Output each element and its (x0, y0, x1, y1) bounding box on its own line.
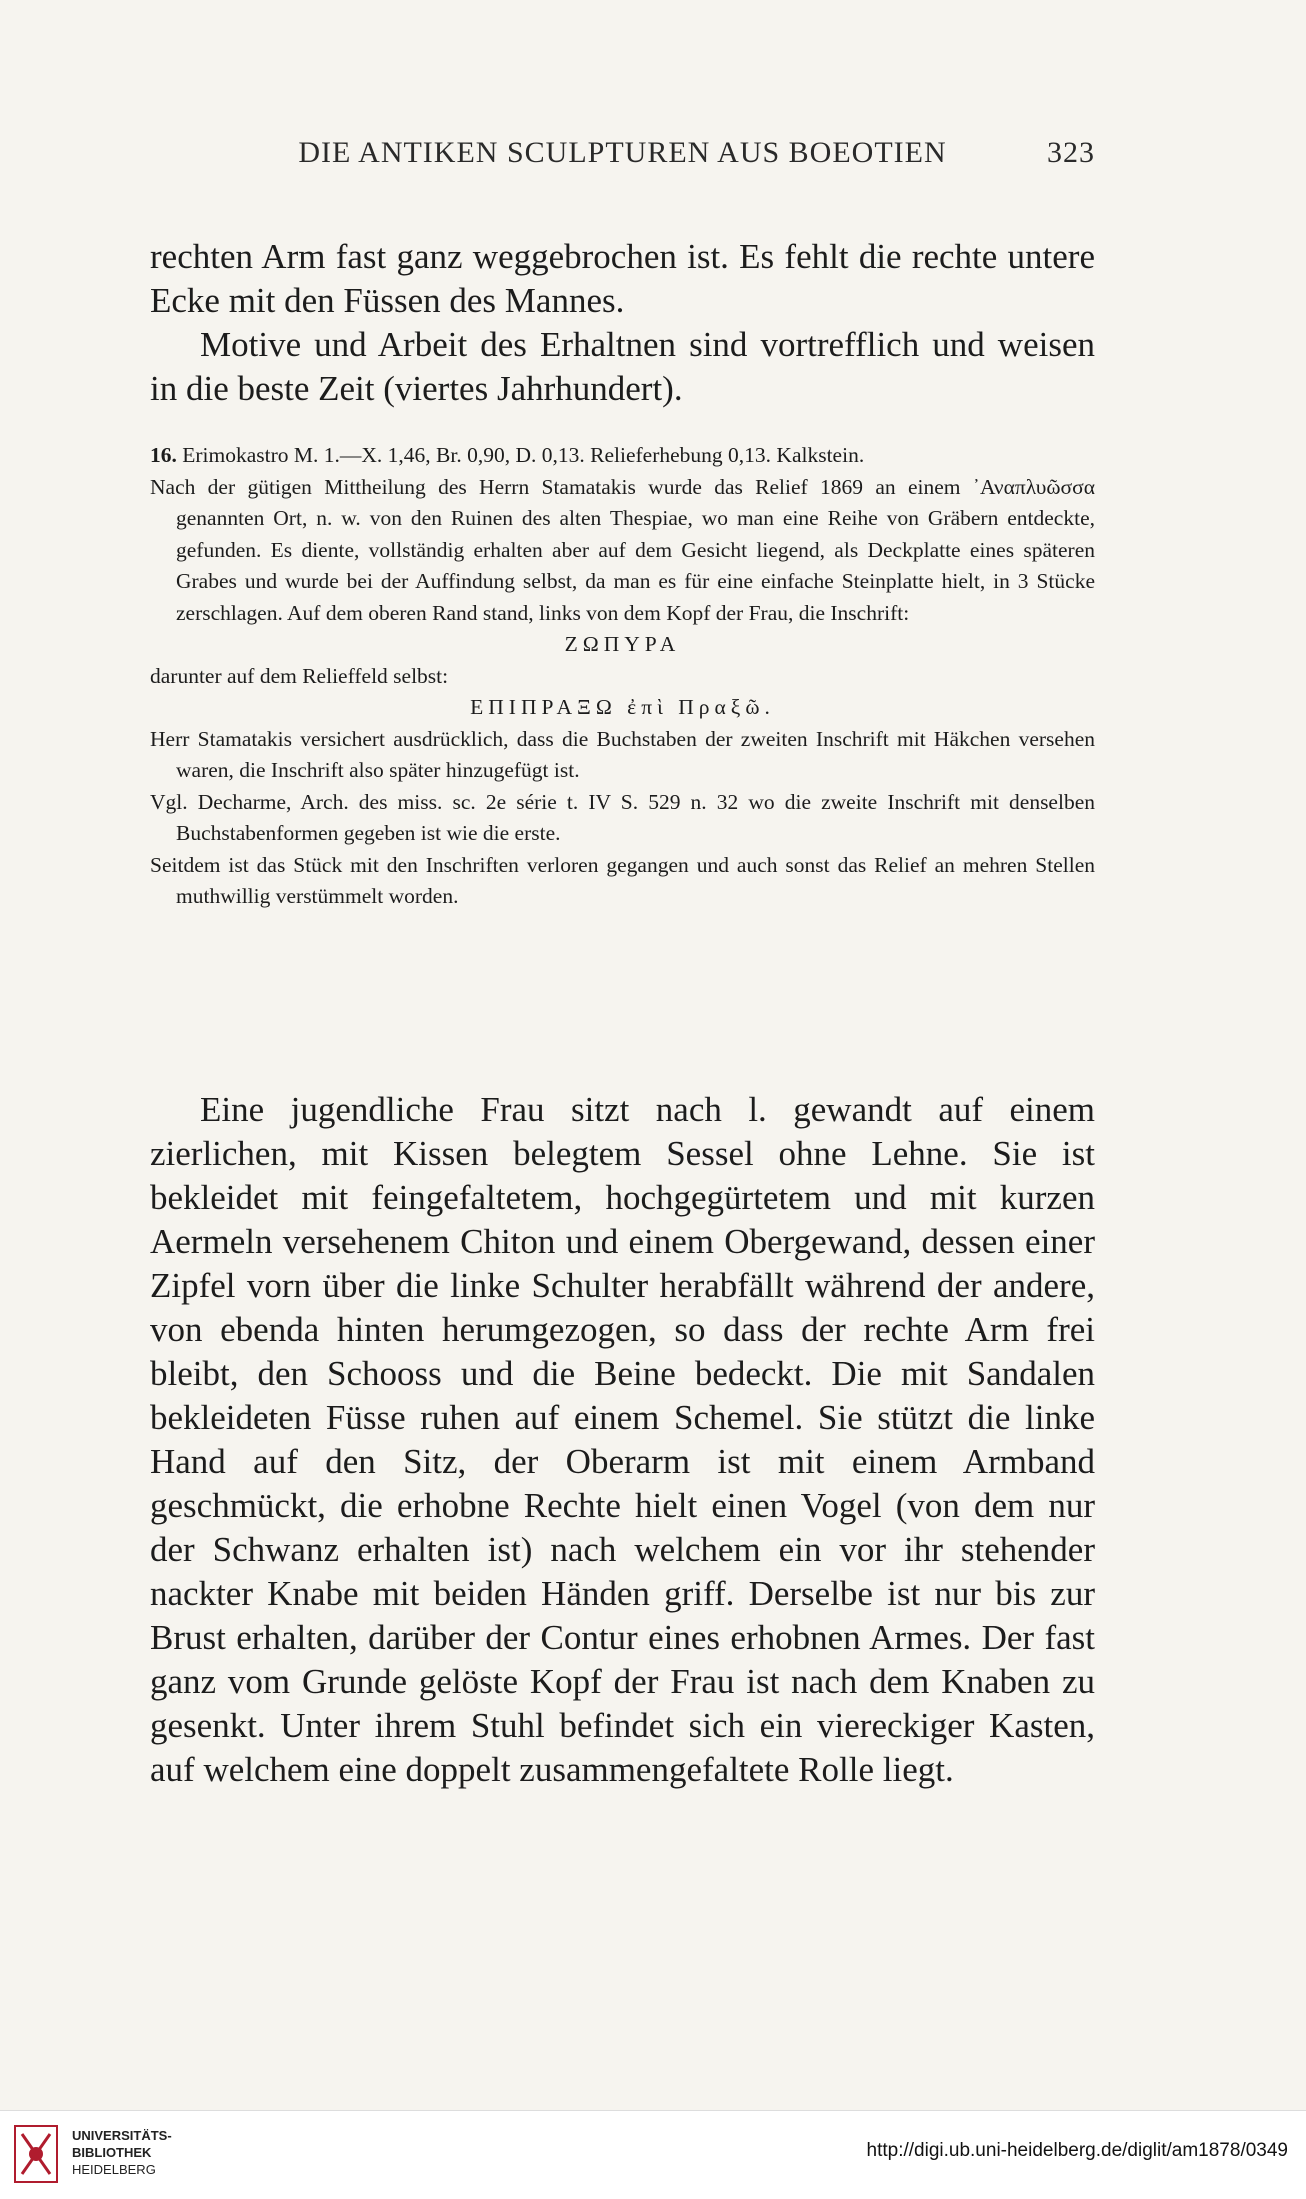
entry-note-2: darunter auf dem Relieffeld selbst: (150, 663, 449, 688)
intro-paragraph-1: rechten Arm fast ganz weggebrochen ist. Es fehlt die rechte untere Ecke mit den Füssen des Mannes. (150, 237, 1095, 320)
entry-note-1: Nach der gütigen Mittheilung des Herrn Stamatakis wurde das Relief 1869 an einem ᾿Αναπλυῶσσα genannten Ort, n. w. von den Ruinen des alten Thespiae, wo man eine Reihe von Gräbern entdeckte, gefunden. Es diente, vollständig erhalten aber auf dem Gesicht liegend, als Deckplatte eines späteren Grabes und wurde bei der Auffindung selbst, da man es für eine einfache Steinplatte hielt, in 3 Stücke zerschlagen. Auf dem oberen Rand stand, links von dem Kopf der Frau, die Inschrift: (150, 474, 1095, 625)
intro-paragraph-2: Motive und Arbeit des Erhaltnen sind vortrefflich und weisen in die beste Zeit (viertes Jahrhundert). (150, 325, 1095, 408)
library-line-2: BIBLIOTHEK (72, 2145, 152, 2160)
library-line-1: UNIVERSITÄTS- (72, 2128, 172, 2143)
entry-heading: Erimokastro M. 1.—X. 1,46, Br. 0,90, D. 0,13. Relieferhebung 0,13. Kalkstein. (182, 443, 865, 467)
inscription-1: ΖΩΠΥΡΑ (564, 632, 681, 656)
description-paragraph: Eine jugendliche Frau sitzt nach l. gewandt auf einem zierlichen, mit Kissen belegtem Sessel ohne Lehne. Sie ist bekleidet mit feingefaltetem, hochgegürtetem und mit kurzen Aermeln versehenem Chiton und einem Obergewand, dessen einer Zipfel vorn über die linke Schulter herabfällt während der andere, von ebenda hinten herumgezogen, so dass der rechte Arm frei bleibt, den Schooss und die Beine bedeckt. Die mit Sandalen bekleideten Füsse ruhen auf einem Schemel. Sie stützt die linke Hand auf den Sitz, der Oberarm ist mit einem Armband geschmückt, die erhobne Rechte hielt einen Vogel (von dem nur der Schwanz erhalten ist) nach welchem ein vor ihr stehender nackter Knabe mit beiden Händen griff. Derselbe ist nur bis zur Brust erhalten, darüber der Contur eines erhobnen Armes. Der fast ganz vom Grunde gelöste Kopf der Frau ist nach dem Knaben zu gesenkt. Unter ihrem Stuhl befindet sich ein viereckiger Kasten, auf welchem eine doppelt zusammengefaltete Rolle liegt. (150, 1090, 1095, 1789)
permalink-url[interactable]: http://digi.ub.uni-heidelberg.de/diglit/am1878/0349 (866, 2140, 1288, 2161)
running-title: DIE ANTIKEN SCULPTUREN AUS BOEOTIEN (298, 136, 947, 169)
library-line-3: HEIDELBERG (72, 2162, 156, 2177)
library-name (72, 2127, 172, 2178)
entry-heading-line (150, 440, 1095, 472)
description-text (150, 1088, 1095, 1792)
entry-note-3: Herr Stamatakis versichert ausdrücklich, dass die Buchstaben der zweiten Inschrift mit Häkchen versehen waren, die Inschrift also später hinzugefügt ist. (150, 726, 1095, 782)
entry-number: 16. (150, 443, 177, 467)
page-number: 323 (1047, 136, 1095, 169)
intro-text (150, 235, 1095, 411)
entry-note-4: Vgl. Decharme, Arch. des miss. sc. 2e série t. IV S. 529 n. 32 wo die zweite Inschrift mit denselben Buchstabenformen gegeben ist wie die erste. (150, 789, 1095, 845)
running-header (150, 136, 1095, 176)
heidelberg-library-logo-icon (14, 2122, 58, 2186)
catalog-entry (150, 440, 1095, 913)
inscription-2: ΕΠΙΠΡΑΞΩ ἐπὶ Πραξῶ. (470, 695, 775, 719)
entry-note-5: Seitdem ist das Stück mit den Inschriften verloren gegangen und auch sonst das Relief an mehren Stellen muthwillig verstümmelt worden. (150, 852, 1095, 908)
